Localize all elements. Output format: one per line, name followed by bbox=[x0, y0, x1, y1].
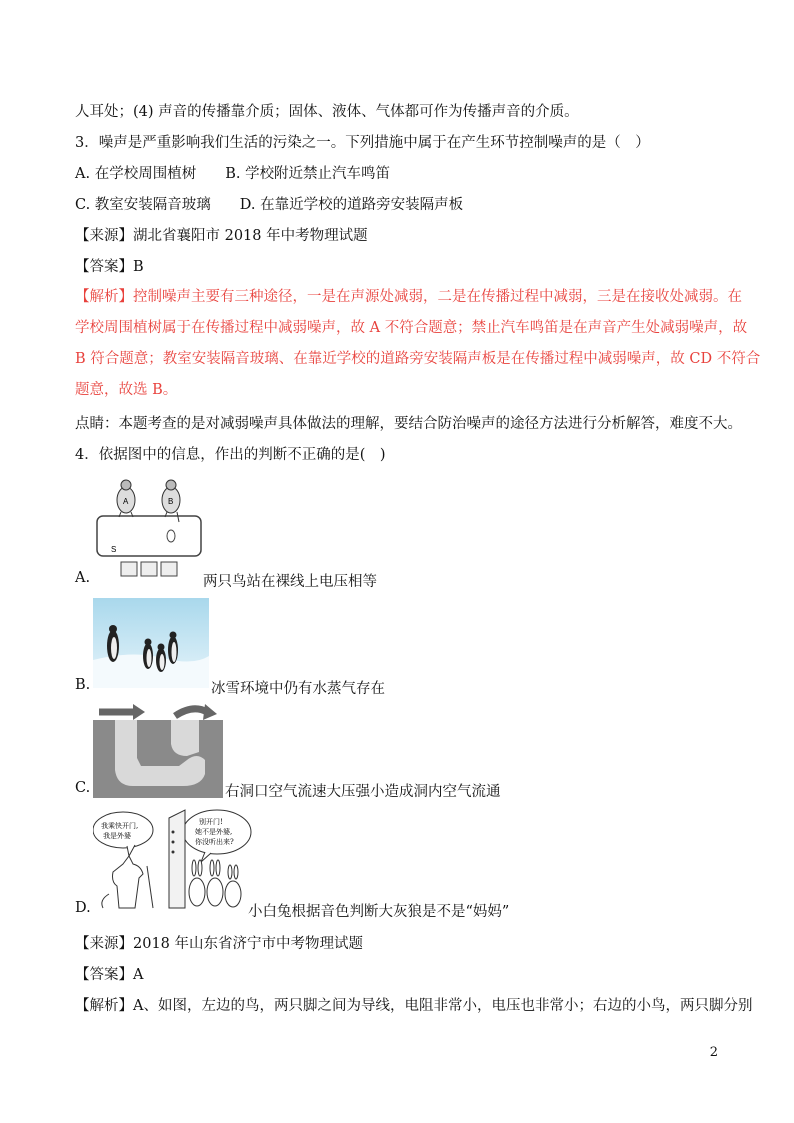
q3-explanation-1: 【解析】控制噪声主要有三种途径，一是在声源处减弱，二是在传播过程中减弱，三是在接收处减弱。在 bbox=[75, 289, 742, 305]
rabbit-icon bbox=[225, 865, 241, 907]
wolf-icon bbox=[102, 856, 153, 908]
option-c-label: C. bbox=[75, 780, 91, 796]
q3-options-ab: A. 在学校周围植树 B. 学校附近禁止汽车鸣笛 bbox=[75, 166, 391, 182]
q3-options-cd: C. 教室安装隔音玻璃 D. 在靠近学校的道路旁安装隔声板 bbox=[75, 197, 464, 213]
q3-explanation-4: 题意，故选 B。 bbox=[75, 382, 178, 398]
q3-note: 点睛：本题考查的是对减弱噪声具体做法的理解，要结合防治噪声的途径方法进行分析解答，难度不大。 bbox=[75, 416, 742, 432]
option-a-text: 两只鸟站在裸线上电压相等 bbox=[203, 574, 377, 590]
option-c-text: 右洞口空气流速大压强小造成洞内空气流通 bbox=[225, 784, 501, 800]
wolf-speech-line: 我乘快开门, bbox=[101, 822, 139, 830]
rabbit-speech-line: 她不是外婆, bbox=[195, 828, 233, 836]
q3-explanation-3: B 符合题意；教室安装隔音玻璃、在靠近学校的道路旁安装隔声板是在传播过程中减弱噪声，故 CD 不符合 bbox=[75, 351, 761, 367]
penguins-figure bbox=[93, 598, 209, 688]
burrow-airflow-figure bbox=[93, 700, 223, 798]
option-b-text: 冰雪环境中仍有水蒸气存在 bbox=[211, 681, 385, 697]
option-b-label: B. bbox=[75, 677, 91, 693]
rabbit-speech-line: 你没听出来? bbox=[195, 838, 234, 846]
question-3: 3．噪声是严重影响我们生活的污染之一。下列措施中属于在产生环节控制噪声的是（ ） bbox=[75, 135, 650, 151]
option-d-label: D. bbox=[75, 900, 91, 916]
bird-a-label: A bbox=[123, 497, 129, 506]
battery-icon bbox=[121, 562, 177, 576]
q4-source: 【来源】2018 年山东省济宁市中考物理试题 bbox=[75, 936, 364, 952]
option-d-text: 小白兔根据音色判断大灰狼是不是“妈妈” bbox=[248, 904, 510, 920]
q3-explanation-2: 学校周围植树属于在传播过程中减弱噪声，故 A 不符合题意；禁止汽车鸣笛是在声音产生处减弱噪声，故 bbox=[75, 320, 748, 336]
door-icon bbox=[169, 810, 185, 908]
bird-b-label: B bbox=[168, 497, 174, 506]
question-4: 4．依据图中的信息，作出的判断不正确的是( ) bbox=[75, 447, 386, 463]
birds-on-wire-figure bbox=[93, 476, 203, 582]
text-line: 人耳处；(4) 声音的传播靠介质；固体、液体、气体都可作为传播声音的介质。 bbox=[75, 104, 579, 120]
option-a-label: A. bbox=[75, 570, 91, 586]
rabbit-icon bbox=[189, 860, 205, 906]
page-number: 2 bbox=[709, 1045, 718, 1060]
q4-answer: 【答案】A bbox=[75, 967, 144, 983]
q4-explanation-1: 【解析】A、如图，左边的鸟，两只脚之间为导线，电阻非常小，电压也非常小；右边的小鸟，两只脚分别 bbox=[75, 998, 753, 1014]
wolf-speech-line: 我是外婆 bbox=[103, 832, 131, 840]
switch-label: S bbox=[111, 545, 117, 554]
rabbit-icon bbox=[207, 860, 223, 906]
wolf-rabbits-figure bbox=[93, 808, 253, 912]
q3-answer: 【答案】B bbox=[75, 259, 144, 275]
rabbit-speech-line: 别开门! bbox=[199, 818, 223, 826]
q3-source: 【来源】湖北省襄阳市 2018 年中考物理试题 bbox=[75, 228, 368, 244]
